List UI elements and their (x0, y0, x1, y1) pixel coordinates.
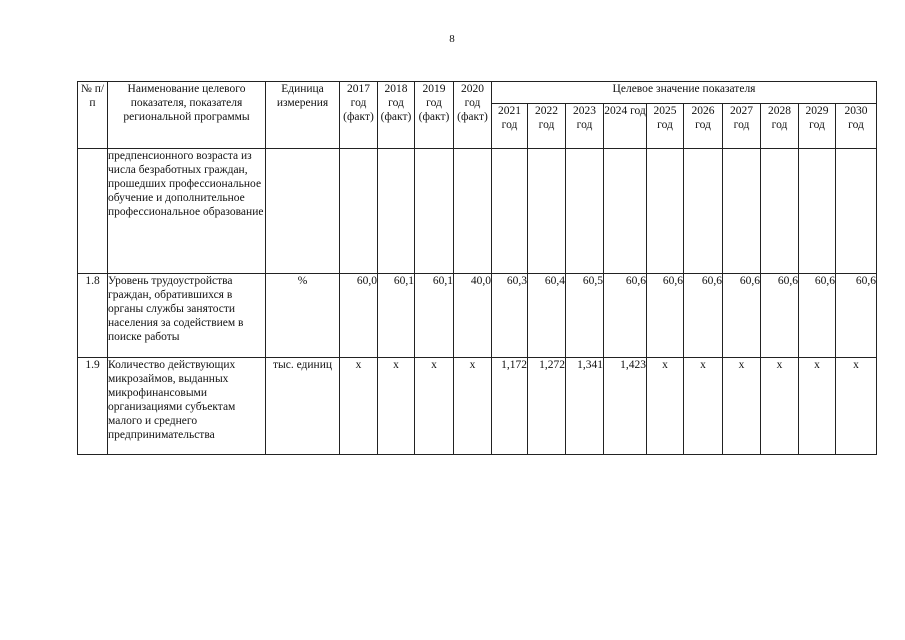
cell-target (492, 149, 528, 274)
cell-target (836, 149, 877, 274)
header-target-year: 2025 год (647, 104, 684, 149)
header-target-year: 2029 год (799, 104, 836, 149)
cell-target: 60,6 (799, 274, 836, 358)
cell-target: 1,423 (604, 358, 647, 455)
row-unit: % (266, 274, 340, 358)
header-name: Наименование целевого показателя, показателя региональной программы (108, 82, 266, 149)
cell-fact: 60,1 (378, 274, 415, 358)
cell-target (761, 149, 799, 274)
cell-fact: x (340, 358, 378, 455)
cell-target: x (684, 358, 723, 455)
page-number: 8 (449, 33, 455, 45)
cell-fact: x (378, 358, 415, 455)
cell-fact (340, 149, 378, 274)
header-fact-year: 2017 год (факт) (340, 82, 378, 149)
cell-fact (415, 149, 454, 274)
cell-target: 1,172 (492, 358, 528, 455)
header-unit: Единица измерения (266, 82, 340, 149)
cell-target: 60,6 (684, 274, 723, 358)
header-target-year: 2023 год (566, 104, 604, 149)
table-row (78, 358, 877, 455)
row-num: 1.8 (78, 274, 108, 358)
header-target-year: 2021 год (492, 104, 528, 149)
cell-target: 60,6 (647, 274, 684, 358)
cell-fact: 60,0 (340, 274, 378, 358)
cell-fact: 40,0 (454, 274, 492, 358)
cell-fact: x (415, 358, 454, 455)
header-fact-year: 2018 год (факт) (378, 82, 415, 149)
cell-target: 1,272 (528, 358, 566, 455)
header-target-year: 2028 год (761, 104, 799, 149)
header-target-group: Целевое значение показателя (492, 82, 877, 104)
cell-target (647, 149, 684, 274)
cell-target: x (761, 358, 799, 455)
header-target-year: 2026 год (684, 104, 723, 149)
cell-target: 60,6 (761, 274, 799, 358)
cell-target (528, 149, 566, 274)
header-fact-year: 2020 год (факт) (454, 82, 492, 149)
cell-target: 60,6 (723, 274, 761, 358)
cell-target: 60,4 (528, 274, 566, 358)
cell-fact (378, 149, 415, 274)
cell-fact: x (454, 358, 492, 455)
cell-target: x (799, 358, 836, 455)
cell-target (723, 149, 761, 274)
table-row (78, 149, 877, 274)
cell-target: 60,6 (604, 274, 647, 358)
header-target-year: 2030 год (836, 104, 877, 149)
header-num: № п/п (78, 82, 108, 149)
cell-target: x (647, 358, 684, 455)
header-target-year: 2024 год (604, 104, 647, 149)
header-target-year: 2027 год (723, 104, 761, 149)
cell-target: x (836, 358, 877, 455)
header-fact-year: 2019 год (факт) (415, 82, 454, 149)
row-name: Количество действующих микрозаймов, выданных микрофинансовыми организациями субъектам малого и среднего предпринимательства (108, 358, 266, 455)
cell-target (604, 149, 647, 274)
cell-fact (454, 149, 492, 274)
row-name: предпенсионного возраста из числа безработных граждан, прошедших профессиональное обучение и дополнительное профессиональное образование (108, 149, 266, 274)
row-unit (266, 149, 340, 274)
header-target-year: 2022 год (528, 104, 566, 149)
cell-target (566, 149, 604, 274)
cell-target (799, 149, 836, 274)
cell-target (684, 149, 723, 274)
cell-target: 60,3 (492, 274, 528, 358)
cell-target: 60,5 (566, 274, 604, 358)
row-num (78, 149, 108, 274)
cell-target: 1,341 (566, 358, 604, 455)
cell-fact: 60,1 (415, 274, 454, 358)
header-row (78, 82, 877, 104)
cell-target: 60,6 (836, 274, 877, 358)
cell-target: x (723, 358, 761, 455)
row-unit: тыс. единиц (266, 358, 340, 455)
row-num: 1.9 (78, 358, 108, 455)
indicator-table (77, 81, 877, 455)
row-name: Уровень трудоустройства граждан, обратившихся в органы службы занятости населения за содействием в поиске работы (108, 274, 266, 358)
table-row (78, 274, 877, 358)
